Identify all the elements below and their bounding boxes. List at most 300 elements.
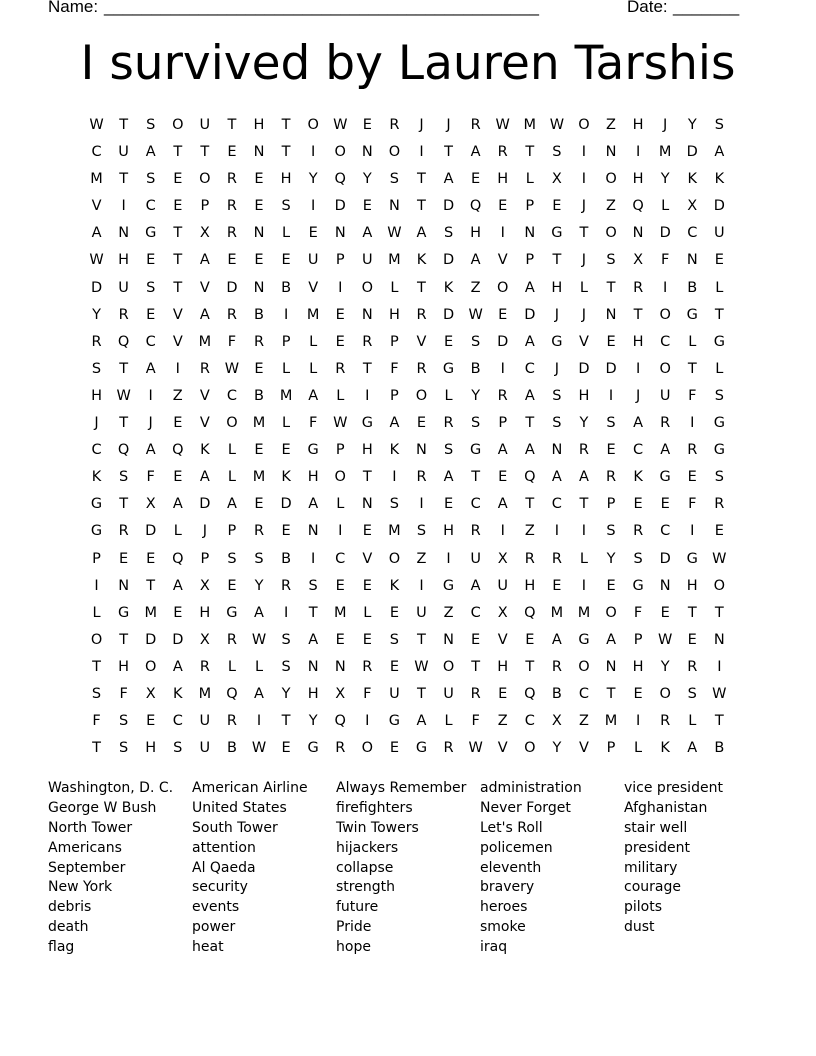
grid-letter: Z (497, 713, 508, 730)
grid-letter: X (551, 713, 562, 730)
grid-letter: V (199, 415, 210, 432)
grid-letter: J (581, 252, 587, 269)
grid-letter: R (497, 387, 508, 404)
grid-letter: A (308, 387, 319, 404)
word-bank-item: attention (192, 839, 256, 856)
grid-letter: N (361, 144, 373, 161)
grid-letter: F (633, 604, 643, 621)
grid-letter: M (577, 604, 591, 621)
grid-letter: U (443, 685, 454, 702)
grid-letter: L (92, 604, 101, 621)
grid-letter: Q (172, 442, 184, 459)
grid-row (83, 711, 733, 738)
grid-letter: T (417, 279, 426, 296)
grid-letter: E (227, 252, 237, 269)
grid-letter: C (578, 685, 589, 702)
grid-letter: L (173, 523, 182, 540)
grid-letter: O (713, 577, 726, 594)
grid-letter: P (606, 740, 616, 757)
grid-letter: G (470, 442, 482, 459)
grid-letter: S (552, 415, 562, 432)
grid-letter: Y (660, 171, 670, 188)
grid-letter: K (200, 442, 210, 459)
grid-letter: N (686, 252, 698, 269)
grid-letter: G (442, 577, 455, 594)
grid-letter: J (446, 117, 451, 133)
grid-letter: A (362, 225, 373, 242)
grid-letter: O (361, 279, 374, 296)
grid-letter: V (578, 740, 589, 757)
grid-letter: K (281, 469, 291, 486)
grid-letter: H (632, 117, 644, 133)
grid-letter: D (145, 631, 157, 648)
grid-letter: K (389, 577, 400, 594)
grid-letter: G (442, 360, 455, 377)
grid-letter: W (387, 225, 402, 242)
grid-letter: S (714, 117, 724, 133)
grid-letter: R (470, 117, 481, 133)
grid-letter: R (578, 442, 589, 459)
grid-letter: H (91, 387, 102, 404)
grid-letter: O (442, 658, 455, 675)
grid-letter: H (118, 658, 130, 675)
grid-letter: X (199, 225, 210, 242)
grid-letter: C (687, 225, 698, 242)
grid-letter: E (335, 631, 345, 648)
grid-letter: T (633, 306, 643, 323)
grid-row (83, 603, 733, 630)
grid-letter: A (145, 442, 156, 459)
grid-letter: G (713, 442, 725, 459)
grid-letter: K (416, 252, 427, 269)
grid-letter: L (525, 171, 534, 188)
grid-letter: I (256, 713, 262, 730)
grid-letter: F (363, 685, 372, 702)
grid-letter: I (690, 415, 695, 432)
grid-letter: A (470, 252, 481, 269)
word-bank-item: strength (336, 879, 395, 896)
grid-row (83, 250, 733, 277)
grid-letter: B (714, 740, 725, 757)
grid-letter: J (581, 306, 587, 323)
grid-letter: P (335, 442, 345, 459)
grid-letter: E (633, 685, 643, 702)
grid-letter: O (199, 171, 211, 188)
grid-letter: E (660, 604, 670, 621)
grid-letter: P (335, 252, 345, 269)
grid-letter: R (633, 523, 644, 540)
word-bank-column (624, 779, 768, 938)
grid-letter: A (606, 631, 616, 648)
grid-letter: R (416, 469, 427, 486)
grid-letter: Y (471, 387, 481, 404)
grid-letter: A (524, 442, 535, 459)
grid-letter: T (308, 604, 318, 621)
grid-letter: S (714, 387, 724, 404)
grid-letter: T (525, 415, 535, 432)
grid-row (83, 359, 733, 386)
grid-letter: I (500, 523, 505, 540)
grid-letter: O (605, 171, 617, 188)
grid-letter: Y (254, 577, 264, 594)
grid-letter: M (604, 713, 618, 730)
grid-letter: T (687, 604, 697, 621)
grid-letter: Q (334, 171, 346, 188)
grid-letter: O (659, 306, 671, 323)
grid-letter: T (417, 685, 426, 702)
word-bank-item: collapse (336, 859, 394, 876)
grid-letter: T (525, 496, 535, 513)
grid-letter: D (442, 306, 455, 323)
grid-letter: R (470, 685, 481, 702)
grid-letter: J (94, 415, 99, 432)
grid-letter: T (119, 415, 129, 432)
grid-letter: S (146, 279, 156, 296)
grid-letter: H (470, 225, 482, 242)
grid-row (83, 467, 733, 494)
grid-letter: U (362, 252, 373, 269)
grid-letter: E (606, 442, 616, 459)
grid-letter: R (443, 415, 454, 432)
grid-letter: Q (524, 685, 536, 702)
grid-letter: U (118, 279, 129, 296)
word-bank-item: iraq (480, 939, 508, 956)
word-bank-item: Pride (336, 919, 372, 936)
grid-letter: F (688, 387, 697, 404)
grid-letter: M (550, 604, 564, 621)
word-bank-item: Let's Roll (480, 819, 543, 836)
grid-letter: W (333, 415, 348, 432)
word-bank-item: president (624, 839, 690, 856)
grid-letter: R (551, 658, 562, 675)
grid-letter: T (119, 117, 129, 133)
word-bank-item: Never Forget (480, 799, 571, 816)
name-label: Name: (48, 0, 99, 16)
grid-letter: D (686, 144, 698, 161)
grid-row (83, 549, 733, 576)
grid-letter: T (173, 279, 183, 296)
word-bank-item: hope (336, 939, 371, 956)
word-bank-item: bravery (480, 879, 535, 896)
grid-letter: J (148, 415, 153, 432)
grid-letter: I (148, 387, 153, 404)
grid-letter: D (145, 523, 157, 540)
name-blank-line: ______________________________________________ (104, 0, 539, 16)
grid-letter: Z (578, 713, 589, 730)
grid-letter: H (307, 469, 319, 486)
grid-letter: E (606, 577, 616, 594)
word-bank-item: pilots (624, 899, 663, 916)
grid-letter: W (712, 685, 727, 702)
grid-letter: R (416, 306, 427, 323)
word-bank-item: heat (192, 939, 224, 956)
grid-letter: T (119, 496, 129, 513)
grid-letter: J (581, 198, 587, 215)
grid-letter: O (361, 740, 374, 757)
grid-letter: L (715, 360, 724, 377)
grid-letter: G (551, 225, 563, 242)
grid-letter: O (307, 117, 319, 133)
grid-letter: P (606, 496, 616, 513)
grid-letter: S (443, 442, 454, 459)
grid-letter: D (659, 225, 671, 242)
grid-letter: A (199, 306, 210, 323)
grid-letter: A (524, 333, 535, 350)
grid-letter: S (633, 550, 643, 567)
grid-letter: D (90, 279, 103, 296)
grid-letter: Y (552, 740, 562, 757)
grid-letter: E (173, 198, 183, 215)
grid-row (83, 278, 733, 305)
grid-letter: S (146, 117, 156, 133)
grid-letter: I (635, 144, 641, 161)
grid-letter: H (632, 658, 644, 675)
grid-letter: A (551, 469, 562, 486)
grid-letter: G (713, 333, 725, 350)
word-bank-item: George W Bush (48, 799, 157, 816)
grid-letter: A (524, 279, 535, 296)
word-bank-item: South Tower (192, 819, 278, 836)
grid-letter: Y (687, 117, 697, 133)
grid-letter: V (497, 631, 508, 648)
word-bank-item: policemen (480, 839, 553, 856)
grid-letter: T (227, 117, 237, 133)
grid-letter: U (199, 713, 211, 730)
grid-letter: T (92, 740, 101, 757)
grid-letter: N (605, 658, 617, 675)
grid-letter: V (172, 333, 183, 350)
grid-letter: X (497, 550, 508, 567)
grid-letter: E (389, 658, 399, 675)
grid-letter: O (578, 117, 590, 133)
grid-letter: B (226, 740, 237, 757)
grid-letter: P (390, 333, 399, 350)
grid-letter: I (500, 360, 505, 377)
grid-letter: A (443, 469, 454, 486)
grid-letter: E (254, 198, 264, 215)
word-bank-item: vice president (624, 780, 723, 796)
grid-letter: N (334, 225, 346, 242)
grid-letter: B (281, 550, 292, 567)
grid-letter: E (525, 631, 535, 648)
grid-letter: G (686, 550, 698, 567)
grid-letter: N (118, 225, 130, 242)
grid-letter: Z (172, 387, 183, 404)
grid-letter: N (416, 442, 427, 459)
grid-letter: T (579, 496, 589, 513)
grid-letter: R (443, 740, 454, 757)
grid-letter: R (199, 360, 210, 377)
word-bank-item: events (192, 899, 240, 916)
grid-letter: I (311, 198, 316, 215)
grid-letter: N (307, 523, 319, 540)
grid-letter: C (91, 442, 102, 459)
grid-letter: E (146, 252, 156, 269)
grid-letter: R (281, 577, 292, 594)
word-bank-item: New York (48, 879, 113, 896)
grid-letter: E (714, 523, 724, 540)
grid-letter: E (498, 685, 508, 702)
grid-letter: C (660, 333, 671, 350)
grid-row (83, 169, 733, 196)
grid-letter: S (552, 387, 562, 404)
grid-letter: N (253, 279, 265, 296)
grid-letter: E (498, 469, 508, 486)
grid-letter: W (414, 658, 429, 675)
grid-letter: L (444, 387, 453, 404)
grid-letter: A (254, 685, 264, 702)
grid-letter: C (172, 713, 183, 730)
grid-letter: M (198, 685, 212, 702)
grid-letter: K (714, 171, 725, 188)
grid-letter: X (497, 604, 508, 621)
grid-row (83, 223, 733, 250)
grid-letter: A (199, 469, 210, 486)
grid-letter: U (497, 577, 509, 594)
grid-letter: Q (172, 550, 184, 567)
grid-letter: X (551, 171, 562, 188)
grid-letter: T (714, 604, 724, 621)
grid-letter: S (552, 144, 562, 161)
grid-letter: V (497, 252, 508, 269)
grid-letter: R (226, 713, 237, 730)
grid-letter: T (714, 306, 724, 323)
grid-letter: A (633, 415, 644, 432)
grid-letter: E (498, 306, 508, 323)
grid-letter: W (712, 550, 727, 567)
grid-letter: I (581, 144, 587, 161)
grid-letter: H (632, 333, 644, 350)
grid-letter: E (362, 577, 372, 594)
grid-letter: B (254, 306, 264, 323)
grid-letter: D (172, 631, 184, 648)
grid-row (83, 115, 733, 142)
grid-letter: T (119, 360, 129, 377)
grid-letter: R (118, 306, 129, 323)
grid-letter: I (283, 604, 289, 621)
grid-letter: W (116, 387, 131, 404)
grid-letter: R (253, 523, 265, 540)
grid-letter: T (173, 225, 183, 242)
grid-letter: J (202, 523, 207, 540)
grid-letter: G (145, 225, 157, 242)
grid-letter: Q (117, 333, 130, 350)
grid-letter: T (173, 252, 183, 269)
grid-letter: C (226, 387, 237, 404)
grid-letter: V (199, 387, 210, 404)
grid-letter: R (362, 658, 373, 675)
word-bank-item: military (624, 859, 678, 876)
grid-letter: S (389, 631, 399, 648)
grid-letter: D (280, 496, 292, 513)
grid-letter: A (714, 144, 725, 161)
grid-letter: R (551, 550, 562, 567)
grid-letter: R (226, 631, 237, 648)
grid-letter: T (471, 469, 481, 486)
grid-letter: L (715, 279, 724, 296)
grid-row (83, 521, 733, 548)
grid-letter: E (498, 198, 508, 215)
grid-letter: N (443, 631, 454, 648)
page-title: I survived by Lauren Tarshis (80, 36, 736, 91)
grid-letter: Q (632, 198, 644, 215)
word-bank-column (480, 779, 624, 958)
grid-letter: L (282, 360, 291, 377)
grid-letter: I (311, 144, 316, 161)
grid-letter: L (579, 279, 588, 296)
grid-letter: O (334, 144, 346, 161)
grid-letter: R (118, 523, 129, 540)
word-bank (48, 779, 768, 959)
grid-row (83, 413, 733, 440)
grid-letter: P (281, 333, 291, 350)
grid-letter: R (470, 523, 481, 540)
word-bank-item: eleventh (480, 859, 542, 876)
grid-letter: A (416, 713, 427, 730)
date-label: Date: (627, 0, 668, 16)
grid-letter: E (335, 333, 345, 350)
grid-letter: T (552, 252, 562, 269)
grid-letter: M (252, 415, 266, 432)
word-bank-item: future (336, 899, 379, 916)
grid-letter: I (663, 279, 668, 296)
grid-letter: L (444, 713, 453, 730)
grid-letter: O (226, 415, 238, 432)
word-bank-item: firefighters (336, 799, 413, 816)
grid-letter: E (254, 360, 264, 377)
grid-row (83, 494, 733, 521)
grid-letter: F (227, 333, 237, 350)
grid-letter: P (498, 415, 508, 432)
grid-letter: S (416, 523, 427, 540)
grid-letter: L (688, 713, 697, 730)
grid-letter: L (227, 469, 236, 486)
word-bank-item: dust (624, 919, 655, 936)
grid-letter: M (333, 604, 347, 621)
grid-letter: S (606, 415, 616, 432)
grid-letter: A (172, 496, 183, 513)
grid-letter: U (470, 550, 481, 567)
grid-letter: G (117, 604, 130, 621)
grid-letter: V (416, 333, 427, 350)
grid-letter: T (173, 144, 183, 161)
grid-letter: E (173, 604, 183, 621)
grid-letter: R (362, 333, 373, 350)
grid-letter: E (389, 604, 399, 621)
grid-letter: U (118, 144, 129, 161)
word-bank-item: death (48, 919, 89, 936)
grid-letter: E (633, 496, 643, 513)
grid-letter: T (281, 117, 291, 133)
grid-letter: A (254, 604, 264, 621)
grid-letter: O (659, 685, 671, 702)
grid-letter: S (119, 713, 129, 730)
grid-letter: I (392, 469, 397, 486)
grid-letter: E (714, 252, 724, 269)
grid-letter: S (91, 360, 102, 377)
grid-letter: M (198, 333, 212, 350)
grid-letter: E (146, 550, 156, 567)
grid-letter: A (524, 387, 535, 404)
grid-letter: I (338, 279, 343, 296)
grid-letter: E (362, 198, 372, 215)
grid-letter: S (227, 550, 237, 567)
grid-letter: O (524, 740, 536, 757)
grid-letter: O (388, 550, 401, 567)
grid-letter: D (578, 360, 590, 377)
grid-letter: E (552, 577, 562, 594)
grid-letter: J (554, 360, 559, 377)
